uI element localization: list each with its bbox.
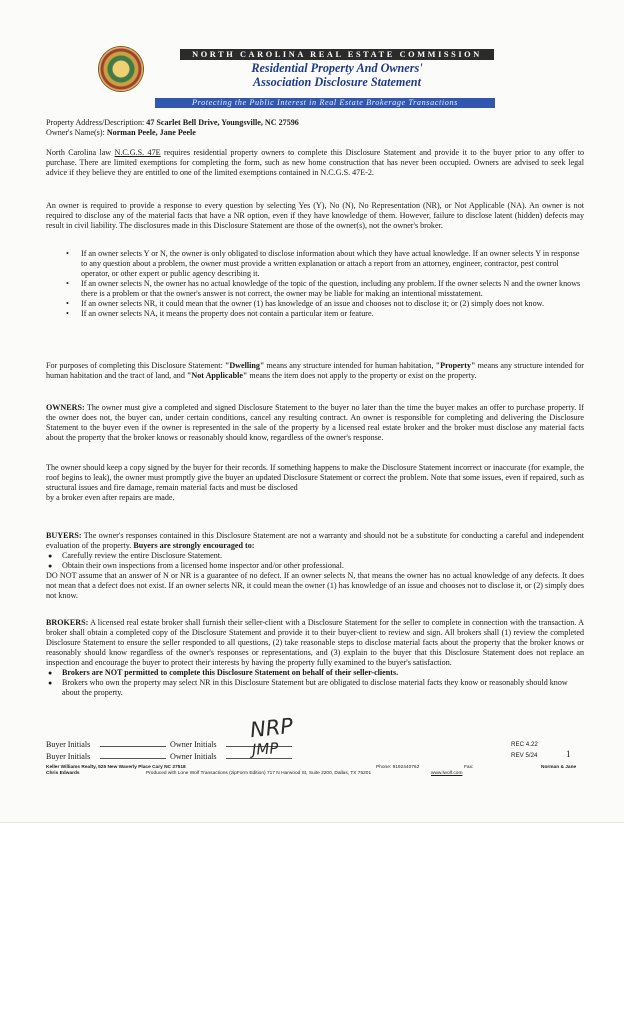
fax-label: Fax: xyxy=(464,765,474,770)
definitions-text: means any structure intended for human habitation, xyxy=(264,361,436,370)
buyer-initials-line[interactable] xyxy=(100,738,166,747)
owner-signature-initials-2: JMP xyxy=(251,739,280,759)
website-link[interactable]: www.lwolf.com xyxy=(431,771,463,776)
intro-prefix: North Carolina law xyxy=(46,148,115,157)
nc-state-seal xyxy=(99,47,143,91)
owner-initials-label: Owner Initials xyxy=(170,740,217,749)
property-address-row xyxy=(46,118,586,128)
document-name: Norman & Jane xyxy=(541,765,577,770)
buyers-text: The owner's responses contained in this Disclosure Statement are not a warranty and should not be a substitute for conducting a careful and independent evaluation of the property. xyxy=(46,531,584,550)
brokers-section xyxy=(46,618,584,698)
buyer-initials-line[interactable] xyxy=(100,750,166,759)
buyers-intro xyxy=(46,531,584,551)
buyers-heading: BUYERS: xyxy=(46,531,82,540)
response-bullet: • If an owner selects NA, it means the property does not contain a particular item or feature. xyxy=(46,309,584,319)
tagline-banner: Protecting the Public Interest in Real Estate Brokerage Transactions xyxy=(155,98,495,108)
intro-paragraph xyxy=(46,148,584,178)
brokerage-address: Keller Williams Realty, 525 New Waverly Place Cary NC 27518 xyxy=(46,765,186,770)
rev-code: REV 5/24 xyxy=(511,752,538,759)
owners-label: Owner's Name(s): xyxy=(46,128,105,137)
brokers-text: A licensed real estate broker shall furnish their seller-client with a Disclosure Statement for the seller to complete in connection with the transaction. A broker shall obtain a completed copy of the Disclosure Statement and provide it to their buyer-client to review and sign. All brokers shall (1) review the completed Disclosure Statement to ensure the seller responded to all questions, (2) take reasonable steps to disclose material facts about the property that the broker knows or reasonably should know regardless of the owner's responses or representations, and (3) explain to the buyer that this Disclosure Statement does not replace an inspection and encourage the buyer to protect their interests by having the property fully examined to the buyer's satisfaction. xyxy=(46,618,584,667)
term-not-applicable: "Not Applicable" xyxy=(186,371,248,380)
buyers-bullet: ● Obtain their own inspections from a licensed home inspector and/or other professional. xyxy=(46,561,584,571)
owner-initials-label: Owner Initials xyxy=(170,752,217,761)
owners-row xyxy=(46,128,586,138)
definitions-text: For purposes of completing this Disclosure Statement: xyxy=(46,361,225,370)
response-bullet: • If an owner selects NR, it could mean that the owner (1) has knowledge of an issue and chooses not to disclose it; or (2) simply does not know. xyxy=(46,299,584,309)
property-info xyxy=(46,118,586,138)
brokers-bullet: ● Brokers who own the property may select NR in this Disclosure Statement but are obligated to disclose material facts they know or reasonably should know about the property. xyxy=(46,678,584,698)
buyers-encouraged: Buyers are strongly encouraged to: xyxy=(133,541,255,550)
footer-info xyxy=(46,765,586,777)
owners-value: Norman Peele, Jane Peele xyxy=(106,128,196,137)
copy-paragraph xyxy=(46,463,584,503)
buyers-section xyxy=(46,531,584,601)
buyers-warning: DO NOT assume that an answer of N or NR is a guarantee of no defect. If an owner selects N, that means the owner has no actual knowledge of any defects. It does not mean that a defect does not exist. If an owner selects NR, it could mean the owner (1) has knowledge of an issue and chooses not to disclose it, or (2) simply does not know. xyxy=(46,571,584,600)
definitions-paragraph xyxy=(46,361,584,381)
rec-code: REC 4.22 xyxy=(511,741,538,748)
response-paragraph: An owner is required to provide a response to every question by selecting Yes (Y), No (N), No Representation (NR), or Not Applicable (NA). An owner is not required to disclose any of the material facts that have a NR option, even if they have knowledge of them. However, failure to disclose latent (hidden) defects may result in civil liability. The disclosures made in this Disclosure Statement are those of the owner(s), not the owner's broker. xyxy=(46,201,584,230)
commission-banner: NORTH CAROLINA REAL ESTATE COMMISSION xyxy=(180,49,494,60)
buyers-bullets xyxy=(46,551,584,571)
brokers-heading: BROKERS: xyxy=(46,618,89,627)
initials-row-1 xyxy=(46,738,346,750)
initials-block xyxy=(46,738,346,762)
footer-row-2 xyxy=(46,771,586,777)
owners-section xyxy=(46,403,584,443)
definitions-text: means the item does not apply to the property or exist on the property. xyxy=(247,371,477,380)
revision-block xyxy=(511,739,571,761)
buyers-bullet: ● Carefully review the entire Disclosure Statement. xyxy=(46,551,584,561)
response-bullets xyxy=(46,249,584,319)
rev-row xyxy=(511,749,571,761)
address-label: Property Address/Description: xyxy=(46,118,145,127)
address-value: 47 Scarlet Bell Drive, Youngsville, NC 27596 xyxy=(146,118,299,127)
title-line-2: Association Disclosure Statement xyxy=(253,75,421,89)
response-bullet: • If an owner selects Y or N, the owner is only obligated to disclose information about which they have actual knowledge. If an owner selects Y in response to any question about a problem, the owner must provide a written explanation or attach a report from an attorney, engineer, contractor, pest control operator, or other expert or public agency describing it. xyxy=(46,249,584,279)
owners-text: The owner must give a completed and signed Disclosure Statement to the buyer no later than the time the buyer makes an offer to purchase property. If the owner does not, the buyer can, under certain conditions, cancel any resulting contract. An owner is responsible for completing and delivering the Disclosure Statement to the buyer even if the owner is represented in the sale of the property by a licensed real estate broker and the broker must disclose any material facts about the property that the broker knows or reasonably should know, regardless of the owner's response. xyxy=(46,403,584,442)
document-title xyxy=(180,61,494,89)
title-line-1: Residential Property And Owners' xyxy=(251,61,423,75)
owners-heading: OWNERS: xyxy=(46,403,85,412)
law-reference-link[interactable]: N.C.G.S. 47E xyxy=(114,148,161,157)
page-number: 1 xyxy=(566,749,571,759)
owner-signature-initials-1: NRP xyxy=(248,713,295,743)
phone-label: Phone: xyxy=(376,765,392,770)
definitions-text: means any structure intended for human habitation and the tract of land, and xyxy=(46,361,585,380)
produced-with: Produced with Lone Wolf Transactions (zipForm Edition) 717 N Harwood St, Suite 2200, Dallas, TX 75201 xyxy=(146,771,372,776)
term-dwelling: "Dwelling" xyxy=(224,361,265,370)
buyer-initials-label: Buyer Initials xyxy=(46,752,91,761)
brokers-intro xyxy=(46,618,584,668)
response-bullet: • If an owner selects N, the owner has no actual knowledge of the topic of the question, including any problem. If the owner selects N and the owner knows there is a problem or that the owner's answer is not correct, the owner may be liable for making an intentional misstatement. xyxy=(46,279,584,299)
brokers-bullet: ● Brokers are NOT permitted to complete this Disclosure Statement on behalf of their seller-clients. xyxy=(46,668,584,678)
copy-text-continued: by a broker even after repairs are made. xyxy=(46,493,175,502)
buyer-initials-label: Buyer Initials xyxy=(46,740,91,749)
phone-value: 9192440762 xyxy=(392,765,420,770)
term-property: "Property" xyxy=(435,361,476,370)
initials-row-2 xyxy=(46,750,346,762)
copy-text: The owner should keep a copy signed by the buyer for their records. If something happens to make the Disclosure Statement incorrect or inaccurate (for example, the roof begins to leak), the owner must promptly give the buyer an updated Disclosure Statement or correct the problem. Note that some issues, even if repaired, such as structural issues and fire damage, remain material facts and must be disclosed xyxy=(46,463,584,492)
brokers-bullets xyxy=(46,668,584,698)
intro-text: requires residential property owners to complete this Disclosure Statement and provide it to the buyer prior to any offer to purchase. There are limited exemptions for completing the form, such as new home construction that has never been occupied. Owners are advised to seek legal advice if they believe they are entitled to one of the limited exemptions contained in N.C.G.S. 47E-2. xyxy=(46,148,584,177)
agent-name: Chris Edwards xyxy=(46,771,80,776)
